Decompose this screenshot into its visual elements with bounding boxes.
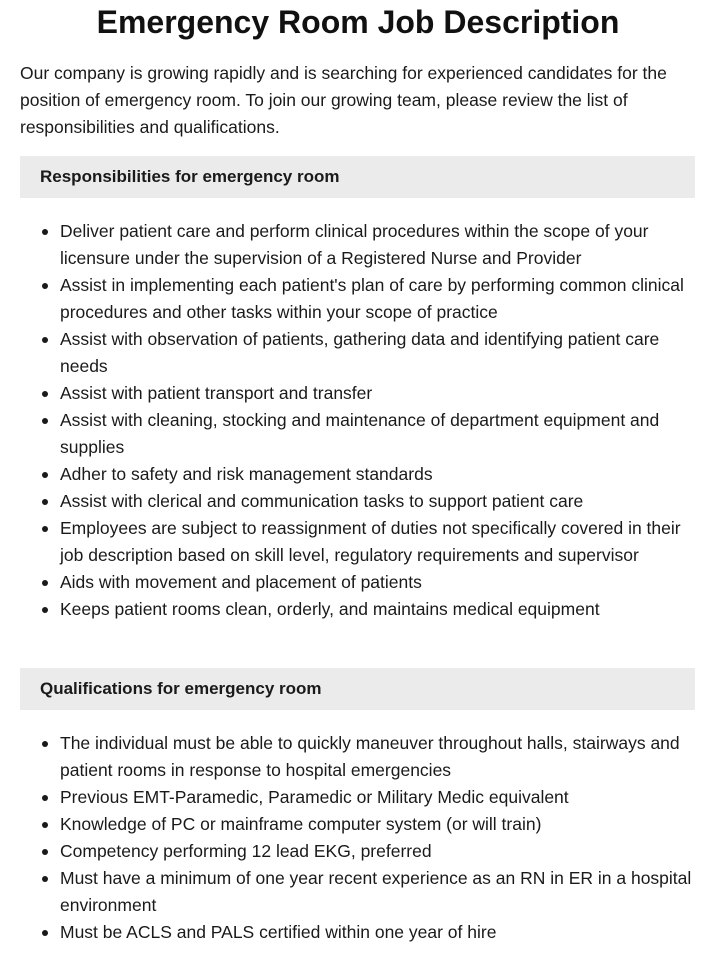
qualifications-heading: Qualifications for emergency room bbox=[20, 668, 695, 710]
list-item: Knowledge of PC or mainframe computer system (or will train) bbox=[60, 811, 700, 838]
responsibilities-heading: Responsibilities for emergency room bbox=[20, 156, 695, 198]
list-item: Aids with movement and placement of patients bbox=[60, 569, 700, 596]
list-item: Assist with clerical and communication tasks to support patient care bbox=[60, 488, 700, 515]
responsibilities-list bbox=[20, 218, 700, 623]
list-item: Keeps patient rooms clean, orderly, and maintains medical equipment bbox=[60, 596, 700, 623]
qualifications-list bbox=[20, 730, 700, 946]
list-item: Assist with observation of patients, gathering data and identifying patient care needs bbox=[60, 326, 700, 380]
list-item: Previous EMT-Paramedic, Paramedic or Military Medic equivalent bbox=[60, 784, 700, 811]
list-item: Competency performing 12 lead EKG, preferred bbox=[60, 838, 700, 865]
list-item: Assist with cleaning, stocking and maintenance of department equipment and supplies bbox=[60, 407, 700, 461]
list-item: Assist with patient transport and transfer bbox=[60, 380, 700, 407]
intro-paragraph: Our company is growing rapidly and is searching for experienced candidates for the position of emergency room. To join our growing team, please review the list of responsibilities and qualifications. bbox=[20, 63, 667, 137]
list-item: Deliver patient care and perform clinical procedures within the scope of your licensure under the supervision of a Registered Nurse and Provider bbox=[60, 218, 700, 272]
list-item: The individual must be able to quickly maneuver throughout halls, stairways and patient rooms in response to hospital emergencies bbox=[60, 730, 700, 784]
list-item: Must be ACLS and PALS certified within one year of hire bbox=[60, 919, 700, 946]
list-item: Must have a minimum of one year recent experience as an RN in ER in a hospital environment bbox=[60, 865, 700, 919]
list-item: Employees are subject to reassignment of duties not specifically covered in their job description based on skill level, regulatory requirements and supervisor bbox=[60, 515, 700, 569]
list-item: Adher to safety and risk management standards bbox=[60, 461, 700, 488]
list-item: Assist in implementing each patient's plan of care by performing common clinical procedures and other tasks within your scope of practice bbox=[60, 272, 700, 326]
page-title: Emergency Room Job Description bbox=[96, 4, 620, 40]
